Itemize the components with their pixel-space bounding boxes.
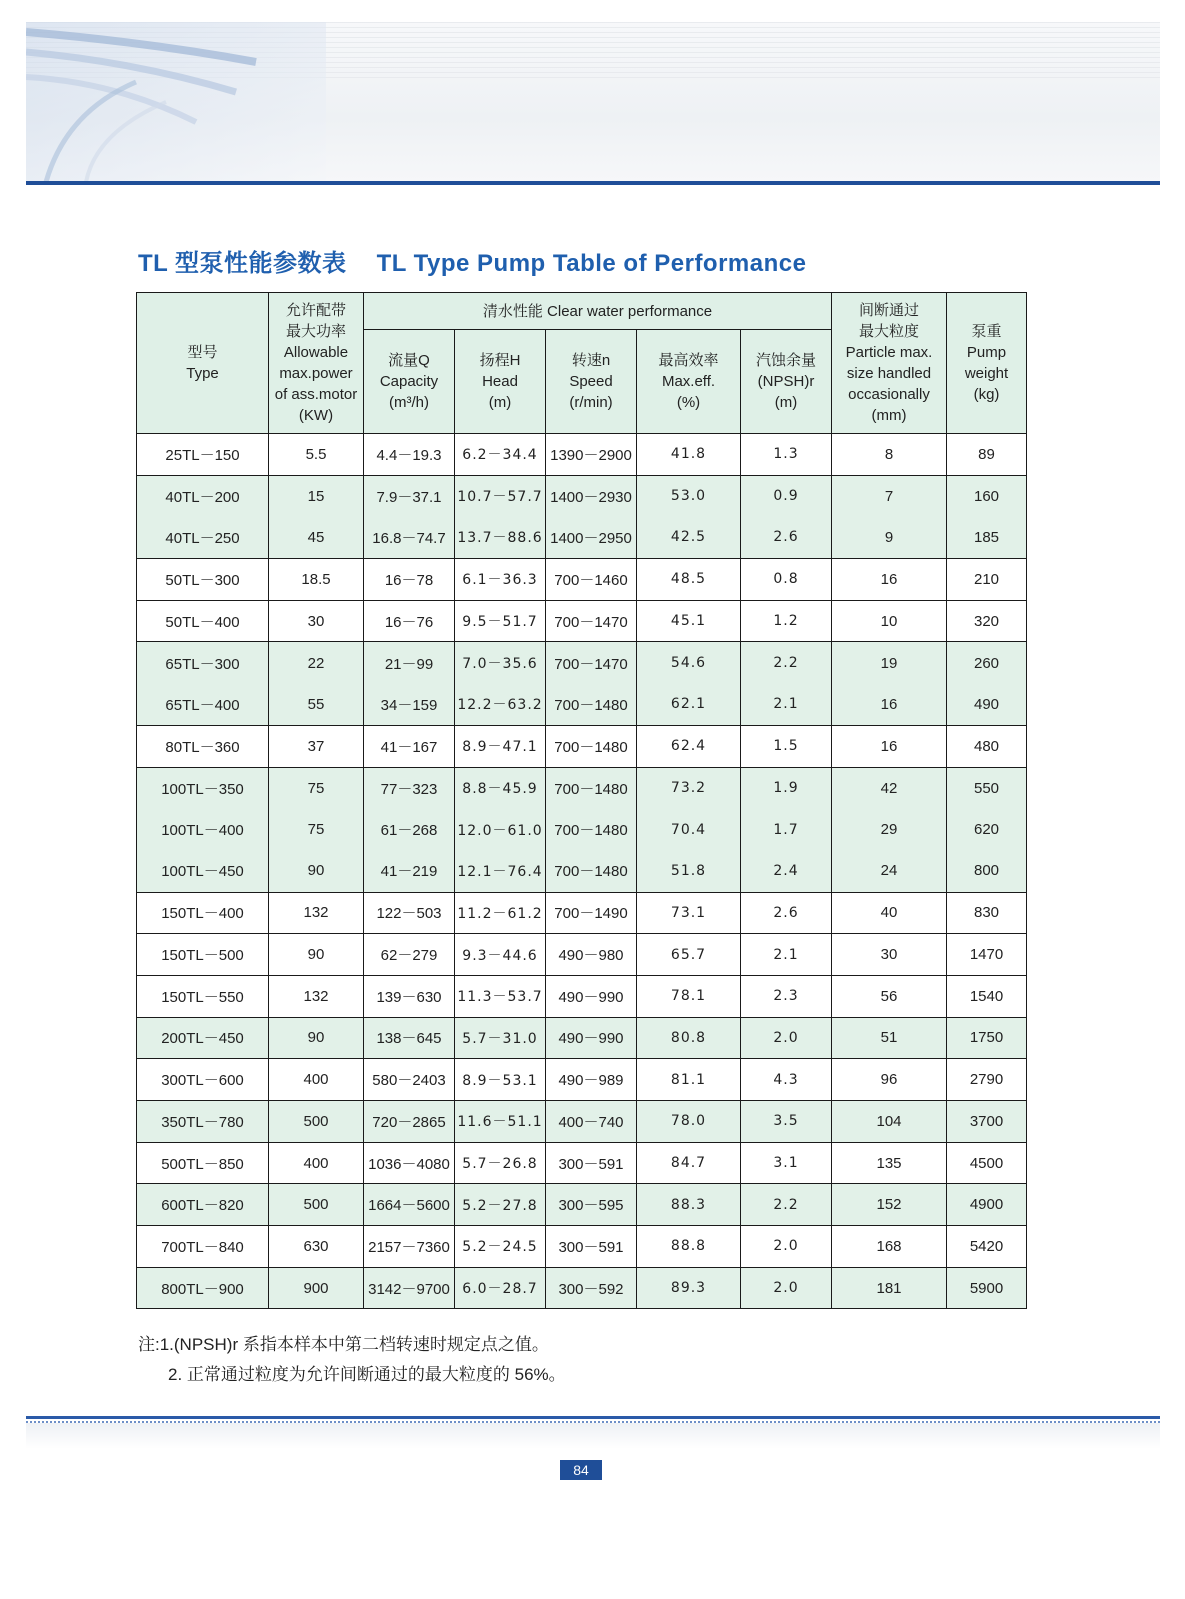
cell-weight: 1750 — [947, 1017, 1027, 1059]
cell-capacity: 21－99 — [364, 642, 455, 684]
cell-weight: 620 — [947, 809, 1027, 851]
cell-eff: 80.8 — [637, 1017, 741, 1059]
cell-weight: 3700 — [947, 1101, 1027, 1143]
cell-capacity: 4.4－19.3 — [364, 434, 455, 476]
header-clear-water: 清水性能 Clear water performance — [364, 293, 832, 330]
table-row — [137, 559, 1027, 601]
cell-eff: 78.1 — [637, 975, 741, 1017]
cell-weight: 260 — [947, 642, 1027, 684]
cell-power: 45 — [269, 517, 364, 559]
table-row — [137, 725, 1027, 767]
cell-type: 200TL－450 — [137, 1017, 269, 1059]
cell-weight: 4500 — [947, 1142, 1027, 1184]
cell-npsh: 2.6 — [741, 892, 832, 934]
cell-particle: 135 — [832, 1142, 947, 1184]
cell-head: 7.0－35.6 — [455, 642, 546, 684]
cell-weight: 550 — [947, 767, 1027, 809]
cell-particle: 19 — [832, 642, 947, 684]
cell-particle: 16 — [832, 684, 947, 726]
cell-capacity: 139－630 — [364, 975, 455, 1017]
performance-table — [136, 292, 1027, 1309]
cell-eff: 81.1 — [637, 1059, 741, 1101]
cell-eff: 42.5 — [637, 517, 741, 559]
cell-power: 400 — [269, 1059, 364, 1101]
table-row — [137, 642, 1027, 684]
table-row — [137, 600, 1027, 642]
cell-npsh: 1.5 — [741, 725, 832, 767]
cell-eff: 48.5 — [637, 559, 741, 601]
table-row — [137, 1017, 1027, 1059]
cell-particle: 16 — [832, 559, 947, 601]
cell-power: 900 — [269, 1267, 364, 1309]
cell-head: 5.2－27.8 — [455, 1184, 546, 1226]
cell-particle: 56 — [832, 975, 947, 1017]
cell-speed: 300－595 — [546, 1184, 637, 1226]
cell-eff: 88.8 — [637, 1226, 741, 1268]
note-1: 注:1.(NPSH)r 系指本样本中第二档转速时规定点之值。 — [138, 1335, 549, 1354]
cell-npsh: 2.1 — [741, 684, 832, 726]
cell-type: 350TL－780 — [137, 1101, 269, 1143]
cell-speed: 400－740 — [546, 1101, 637, 1143]
cell-particle: 30 — [832, 934, 947, 976]
table-row — [137, 1226, 1027, 1268]
cell-weight: 800 — [947, 850, 1027, 892]
cell-eff: 73.1 — [637, 892, 741, 934]
cell-power: 37 — [269, 725, 364, 767]
header-rule — [26, 181, 1160, 185]
cell-npsh: 1.9 — [741, 767, 832, 809]
cell-type: 150TL－500 — [137, 934, 269, 976]
cell-eff: 62.1 — [637, 684, 741, 726]
cell-eff: 89.3 — [637, 1267, 741, 1309]
table-row — [137, 892, 1027, 934]
table-row — [137, 517, 1027, 559]
cell-type: 65TL－300 — [137, 642, 269, 684]
cell-speed: 490－990 — [546, 1017, 637, 1059]
cell-head: 11.2－61.2 — [455, 892, 546, 934]
cell-power: 75 — [269, 809, 364, 851]
table-row — [137, 684, 1027, 726]
cell-npsh: 2.0 — [741, 1226, 832, 1268]
header-eff: 最高效率 Max.eff. (%) — [637, 330, 741, 434]
cell-head: 8.9－53.1 — [455, 1059, 546, 1101]
header-power: 允许配带 最大功率 Allowable max.power of ass.motor (KW) — [269, 293, 364, 434]
cell-npsh: 2.3 — [741, 975, 832, 1017]
table-row — [137, 1267, 1027, 1309]
cell-eff: 53.0 — [637, 475, 741, 517]
header-type: 型号 Type — [137, 293, 269, 434]
cell-type: 50TL－400 — [137, 600, 269, 642]
header-speed: 转速n Speed (r/min) — [546, 330, 637, 434]
cell-head: 11.3－53.7 — [455, 975, 546, 1017]
cell-npsh: 2.6 — [741, 517, 832, 559]
cell-head: 12.0－61.0 — [455, 809, 546, 851]
cell-speed: 1400－2950 — [546, 517, 637, 559]
cell-type: 40TL－200 — [137, 475, 269, 517]
cell-npsh: 2.1 — [741, 934, 832, 976]
table-body — [137, 434, 1027, 1309]
cell-particle: 10 — [832, 600, 947, 642]
table-row — [137, 934, 1027, 976]
cell-eff: 84.7 — [637, 1142, 741, 1184]
cell-speed: 700－1490 — [546, 892, 637, 934]
cell-speed: 490－980 — [546, 934, 637, 976]
cell-eff: 45.1 — [637, 600, 741, 642]
table-row — [137, 434, 1027, 476]
cell-npsh: 2.0 — [741, 1017, 832, 1059]
cell-speed: 490－989 — [546, 1059, 637, 1101]
header-particle: 间断通过 最大粒度 Particle max. size handled occasionally (mm) — [832, 293, 947, 434]
cell-power: 5.5 — [269, 434, 364, 476]
header-banner — [26, 22, 1160, 182]
table-row — [137, 767, 1027, 809]
cell-power: 630 — [269, 1226, 364, 1268]
cell-power: 15 — [269, 475, 364, 517]
cell-particle: 24 — [832, 850, 947, 892]
cell-head: 6.2－34.4 — [455, 434, 546, 476]
cell-type: 50TL－300 — [137, 559, 269, 601]
cell-capacity: 3142－9700 — [364, 1267, 455, 1309]
cell-eff: 41.8 — [637, 434, 741, 476]
cell-particle: 42 — [832, 767, 947, 809]
cell-capacity: 41－167 — [364, 725, 455, 767]
cell-weight: 480 — [947, 725, 1027, 767]
cell-capacity: 62－279 — [364, 934, 455, 976]
cell-npsh: 2.0 — [741, 1267, 832, 1309]
cell-type: 65TL－400 — [137, 684, 269, 726]
page-title — [138, 243, 806, 278]
cell-particle: 16 — [832, 725, 947, 767]
cell-npsh: 0.9 — [741, 475, 832, 517]
cell-type: 300TL－600 — [137, 1059, 269, 1101]
footer-rule — [26, 1416, 1160, 1419]
cell-weight: 2790 — [947, 1059, 1027, 1101]
cell-power: 400 — [269, 1142, 364, 1184]
cell-type: 600TL－820 — [137, 1184, 269, 1226]
pump-impeller-graphic — [26, 22, 326, 182]
cell-npsh: 1.2 — [741, 600, 832, 642]
cell-speed: 700－1480 — [546, 767, 637, 809]
table-row — [137, 1101, 1027, 1143]
cell-power: 90 — [269, 850, 364, 892]
cell-capacity: 1664－5600 — [364, 1184, 455, 1226]
cell-particle: 51 — [832, 1017, 947, 1059]
cell-type: 40TL－250 — [137, 517, 269, 559]
table-row — [137, 475, 1027, 517]
cell-capacity: 1036－4080 — [364, 1142, 455, 1184]
cell-head: 8.8－45.9 — [455, 767, 546, 809]
cell-power: 75 — [269, 767, 364, 809]
table-row — [137, 1059, 1027, 1101]
cell-speed: 700－1470 — [546, 600, 637, 642]
cell-eff: 54.6 — [637, 642, 741, 684]
cell-type: 700TL－840 — [137, 1226, 269, 1268]
cell-weight: 490 — [947, 684, 1027, 726]
cell-particle: 8 — [832, 434, 947, 476]
cell-capacity: 138－645 — [364, 1017, 455, 1059]
cell-speed: 490－990 — [546, 975, 637, 1017]
cell-speed: 300－592 — [546, 1267, 637, 1309]
table-row — [137, 809, 1027, 851]
cell-weight: 5900 — [947, 1267, 1027, 1309]
cell-particle: 29 — [832, 809, 947, 851]
cell-eff: 65.7 — [637, 934, 741, 976]
cell-head: 8.9－47.1 — [455, 725, 546, 767]
cell-weight: 4900 — [947, 1184, 1027, 1226]
cell-type: 100TL－350 — [137, 767, 269, 809]
cell-head: 10.7－57.7 — [455, 475, 546, 517]
cell-head: 6.1－36.3 — [455, 559, 546, 601]
cell-particle: 181 — [832, 1267, 947, 1309]
cell-eff: 70.4 — [637, 809, 741, 851]
cell-power: 90 — [269, 934, 364, 976]
cell-npsh: 2.2 — [741, 1184, 832, 1226]
table-row — [137, 1184, 1027, 1226]
cell-power: 30 — [269, 600, 364, 642]
cell-head: 12.1－76.4 — [455, 850, 546, 892]
cell-power: 22 — [269, 642, 364, 684]
cell-power: 90 — [269, 1017, 364, 1059]
header-weight: 泵重 Pump weight (kg) — [947, 293, 1027, 434]
table-row — [137, 850, 1027, 892]
cell-type: 25TL－150 — [137, 434, 269, 476]
cell-capacity: 61－268 — [364, 809, 455, 851]
cell-npsh: 3.1 — [741, 1142, 832, 1184]
cell-speed: 700－1480 — [546, 850, 637, 892]
cell-capacity: 122－503 — [364, 892, 455, 934]
cell-npsh: 4.3 — [741, 1059, 832, 1101]
cell-head: 5.7－26.8 — [455, 1142, 546, 1184]
title-en: TL Type Pump Table of Performance — [376, 250, 807, 277]
cell-npsh: 0.8 — [741, 559, 832, 601]
cell-capacity: 16.8－74.7 — [364, 517, 455, 559]
cell-particle: 104 — [832, 1101, 947, 1143]
cell-npsh: 2.2 — [741, 642, 832, 684]
cell-type: 80TL－360 — [137, 725, 269, 767]
cell-speed: 700－1480 — [546, 809, 637, 851]
cell-head: 13.7－88.6 — [455, 517, 546, 559]
cell-npsh: 1.7 — [741, 809, 832, 851]
cell-power: 18.5 — [269, 559, 364, 601]
cell-capacity: 7.9－37.1 — [364, 475, 455, 517]
cell-npsh: 1.3 — [741, 434, 832, 476]
cell-capacity: 41－219 — [364, 850, 455, 892]
header-capacity: 流量Q Capacity (m³/h) — [364, 330, 455, 434]
cell-capacity: 77－323 — [364, 767, 455, 809]
cell-capacity: 580－2403 — [364, 1059, 455, 1101]
cell-power: 500 — [269, 1184, 364, 1226]
table-row — [137, 975, 1027, 1017]
note-2: 2. 正常通过粒度为允许间断通过的最大粒度的 56%。 — [168, 1365, 566, 1384]
cell-speed: 700－1470 — [546, 642, 637, 684]
cell-type: 100TL－400 — [137, 809, 269, 851]
cell-type: 100TL－450 — [137, 850, 269, 892]
cell-npsh: 3.5 — [741, 1101, 832, 1143]
cell-particle: 40 — [832, 892, 947, 934]
cell-eff: 73.2 — [637, 767, 741, 809]
cell-type: 500TL－850 — [137, 1142, 269, 1184]
cell-type: 800TL－900 — [137, 1267, 269, 1309]
cell-weight: 1470 — [947, 934, 1027, 976]
cell-head: 11.6－51.1 — [455, 1101, 546, 1143]
notes — [138, 1330, 566, 1390]
cell-weight: 210 — [947, 559, 1027, 601]
cell-particle: 168 — [832, 1226, 947, 1268]
cell-particle: 152 — [832, 1184, 947, 1226]
header-npsh: 汽蚀余量 (NPSH)r (m) — [741, 330, 832, 434]
cell-weight: 185 — [947, 517, 1027, 559]
cell-power: 132 — [269, 892, 364, 934]
cell-weight: 160 — [947, 475, 1027, 517]
cell-eff: 88.3 — [637, 1184, 741, 1226]
cell-eff: 62.4 — [637, 725, 741, 767]
cell-speed: 300－591 — [546, 1142, 637, 1184]
header-head: 扬程H Head (m) — [455, 330, 546, 434]
cell-capacity: 720－2865 — [364, 1101, 455, 1143]
cell-power: 55 — [269, 684, 364, 726]
cell-weight: 1540 — [947, 975, 1027, 1017]
cell-eff: 51.8 — [637, 850, 741, 892]
cell-capacity: 34－159 — [364, 684, 455, 726]
cell-power: 500 — [269, 1101, 364, 1143]
table-row — [137, 1142, 1027, 1184]
cell-speed: 300－591 — [546, 1226, 637, 1268]
cell-speed: 700－1480 — [546, 725, 637, 767]
cell-speed: 700－1460 — [546, 559, 637, 601]
cell-npsh: 2.4 — [741, 850, 832, 892]
cell-weight: 5420 — [947, 1226, 1027, 1268]
cell-type: 150TL－550 — [137, 975, 269, 1017]
cell-head: 6.0－28.7 — [455, 1267, 546, 1309]
cell-eff: 78.0 — [637, 1101, 741, 1143]
cell-weight: 320 — [947, 600, 1027, 642]
cell-capacity: 16－78 — [364, 559, 455, 601]
cell-capacity: 16－76 — [364, 600, 455, 642]
cell-head: 12.2－63.2 — [455, 684, 546, 726]
cell-type: 150TL－400 — [137, 892, 269, 934]
cell-speed: 1400－2930 — [546, 475, 637, 517]
cell-particle: 96 — [832, 1059, 947, 1101]
cell-speed: 700－1480 — [546, 684, 637, 726]
cell-particle: 7 — [832, 475, 947, 517]
cell-weight: 89 — [947, 434, 1027, 476]
cell-particle: 9 — [832, 517, 947, 559]
cell-head: 9.3－44.6 — [455, 934, 546, 976]
title-cn: TL 型泵性能参数表 — [138, 250, 347, 277]
cell-capacity: 2157－7360 — [364, 1226, 455, 1268]
page-number: 84 — [560, 1460, 602, 1480]
cell-speed: 1390－2900 — [546, 434, 637, 476]
cell-head: 5.7－31.0 — [455, 1017, 546, 1059]
cell-weight: 830 — [947, 892, 1027, 934]
cell-head: 5.2－24.5 — [455, 1226, 546, 1268]
cell-head: 9.5－51.7 — [455, 600, 546, 642]
footer-band — [26, 1423, 1160, 1449]
cell-power: 132 — [269, 975, 364, 1017]
